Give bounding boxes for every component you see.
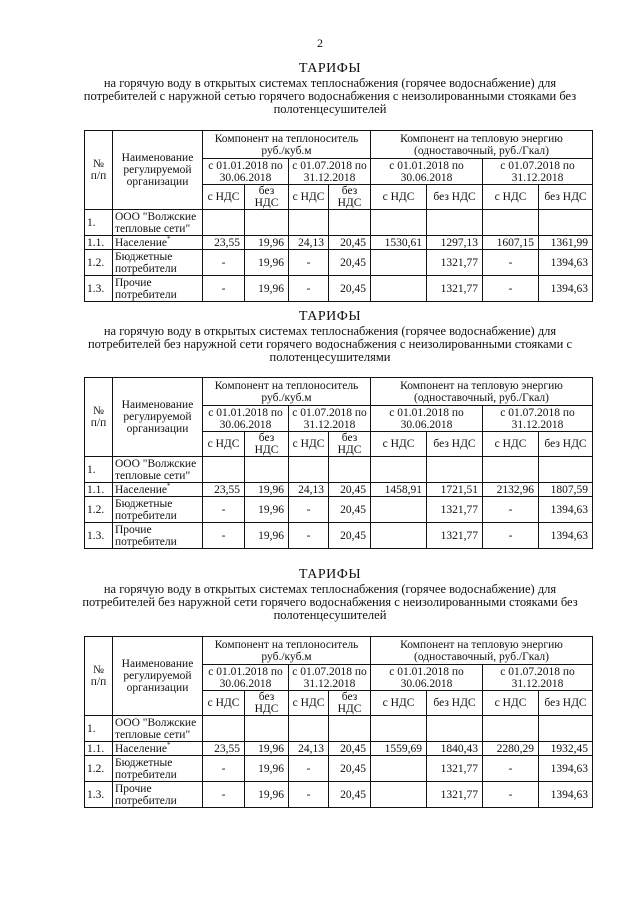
header-period: с 01.07.2018 по 31.12.2018 [289,159,371,185]
footnote-mark: * [167,482,171,490]
value-cell: 19,96 [245,756,289,782]
row-name-text: Бюджетные потребители [115,250,177,275]
value-cell [539,716,593,742]
table-row [85,523,593,549]
row-name [113,457,203,483]
header-energy: Компонент на тепловую энергию (одноставочный, руб./Гкал) [371,637,593,665]
value-cell: - [289,250,329,276]
header-period: с 01.07.2018 по 31.12.2018 [289,406,371,432]
value-cell: - [483,756,539,782]
header-without-vat: без НДС [539,432,593,457]
value-cell: 23,55 [203,483,245,497]
value-cell: 20,45 [329,497,371,523]
value-cell: 1321,77 [427,782,483,808]
header-energy: Компонент на тепловую энергию (одноставочный, руб./Гкал) [371,378,593,406]
value-cell: 20,45 [329,236,371,250]
value-cell [203,457,245,483]
header-period: с 01.01.2018 по 30.06.2018 [203,406,289,432]
value-cell: - [203,523,245,549]
header-without-vat: без НДС [329,691,371,716]
header-with-vat: с НДС [203,691,245,716]
table-row [85,236,593,250]
value-cell: 19,96 [245,276,289,302]
value-cell: - [289,782,329,808]
section-subtitle: на горячую воду в открытых системах теплоснабжения (горячее водоснабжение) для потребителей без наружной сети горячего водоснабжения с неизолированными стояками с полотенцесушителями [87,324,573,364]
header-period: с 01.01.2018 по 30.06.2018 [371,159,483,185]
value-cell: 1361,99 [539,236,593,250]
header-without-vat: без НДС [427,432,483,457]
value-cell: - [203,782,245,808]
value-cell: - [289,497,329,523]
header-without-vat: без НДС [245,185,289,210]
row-name [113,250,203,276]
value-cell: 19,96 [245,497,289,523]
header-period: с 01.07.2018 по 31.12.2018 [289,665,371,691]
header-row [85,378,593,406]
value-cell [203,716,245,742]
row-name [113,782,203,808]
section-subtitle: на горячую воду в открытых системах теплоснабжения (горячее водоснабжение) для потребителей без наружной сети горячего водоснабжения с неизолированными стояками без полотенцесушителей [82,582,578,622]
value-cell: 1458,91 [371,483,427,497]
section-heading [80,568,580,622]
value-cell [427,457,483,483]
table-row [85,497,593,523]
header-row [85,637,593,665]
value-cell: 1721,51 [427,483,483,497]
footnote-mark: * [167,235,171,243]
table-row [85,210,593,236]
value-cell [371,716,427,742]
value-cell [427,716,483,742]
table-row [85,756,593,782]
value-cell: - [203,250,245,276]
row-name-text: ООО "Волжские тепловые сети" [115,457,197,482]
value-cell: 20,45 [329,483,371,497]
value-cell: 20,45 [329,742,371,756]
value-cell [539,210,593,236]
section-heading [80,310,580,364]
row-name-text: ООО "Волжские тепловые сети" [115,716,197,741]
value-cell: - [203,497,245,523]
value-cell [245,457,289,483]
value-cell: - [483,782,539,808]
header-num: № п/п [85,131,113,210]
header-with-vat: с НДС [203,185,245,210]
value-cell: 1840,43 [427,742,483,756]
value-cell [203,210,245,236]
header-with-vat: с НДС [289,432,329,457]
header-row [85,131,593,159]
header-org: Наименование регулируемой организации [113,131,203,210]
value-cell: 2132,96 [483,483,539,497]
row-name [113,497,203,523]
value-cell: 1321,77 [427,756,483,782]
value-cell: 23,55 [203,742,245,756]
row-name-text: Прочие потребители [115,276,177,301]
row-number: 1.2. [85,250,113,276]
table-row [85,716,593,742]
row-name-text: ООО "Волжские тепловые сети" [115,210,197,235]
header-without-vat: без НДС [539,185,593,210]
value-cell: - [289,276,329,302]
row-name-text: Прочие потребители [115,523,177,548]
value-cell: 20,45 [329,250,371,276]
value-cell: 19,96 [245,483,289,497]
value-cell: 1530,61 [371,236,427,250]
value-cell: 1297,13 [427,236,483,250]
header-period: с 01.01.2018 по 30.06.2018 [203,159,289,185]
header-period: с 01.01.2018 по 30.06.2018 [203,665,289,691]
value-cell: 19,96 [245,236,289,250]
table-row [85,782,593,808]
value-cell [539,457,593,483]
header-without-vat: без НДС [329,432,371,457]
header-with-vat: с НДС [483,691,539,716]
tariff-table [84,130,593,302]
header-energy: Компонент на тепловую энергию (одноставочный, руб./Гкал) [371,131,593,159]
value-cell [329,716,371,742]
header-without-vat: без НДС [329,185,371,210]
header-carrier: Компонент на теплоноситель руб./куб.м [203,378,371,406]
value-cell [371,523,427,549]
row-number: 1.3. [85,276,113,302]
value-cell: 1394,63 [539,497,593,523]
header-with-vat: с НДС [483,432,539,457]
value-cell: 1321,77 [427,276,483,302]
value-cell: 23,55 [203,236,245,250]
table-row [85,250,593,276]
table-row [85,457,593,483]
header-period: с 01.07.2018 по 31.12.2018 [483,665,593,691]
value-cell: - [483,497,539,523]
value-cell [371,497,427,523]
row-number: 1.1. [85,236,113,250]
row-number: 1. [85,210,113,236]
header-period: с 01.07.2018 по 31.12.2018 [483,159,593,185]
row-number: 1. [85,457,113,483]
row-name-text: Бюджетные потребители [115,497,177,522]
header-with-vat: с НДС [203,432,245,457]
value-cell: 20,45 [329,523,371,549]
table-row [85,742,593,756]
value-cell [427,210,483,236]
value-cell: 24,13 [289,742,329,756]
value-cell [483,210,539,236]
section-title: ТАРИФЫ [298,309,362,324]
value-cell: 1394,63 [539,523,593,549]
row-name [113,742,203,756]
header-carrier: Компонент на теплоноситель руб./куб.м [203,131,371,159]
value-cell: 1932,45 [539,742,593,756]
value-cell: - [483,523,539,549]
row-number: 1.3. [85,523,113,549]
row-name-text: Население [115,742,168,755]
value-cell: 24,13 [289,483,329,497]
tariff-table [84,377,593,549]
value-cell: 2280,29 [483,742,539,756]
value-cell: 1807,59 [539,483,593,497]
table-row [85,276,593,302]
row-number: 1.1. [85,483,113,497]
header-with-vat: с НДС [289,185,329,210]
header-num: № п/п [85,378,113,457]
header-without-vat: без НДС [427,185,483,210]
header-org: Наименование регулируемой организации [113,378,203,457]
header-with-vat: с НДС [483,185,539,210]
value-cell: 1394,63 [539,250,593,276]
value-cell: 1321,77 [427,523,483,549]
value-cell [371,210,427,236]
value-cell: 19,96 [245,782,289,808]
section-title: ТАРИФЫ [298,567,362,582]
value-cell [289,210,329,236]
row-number: 1.2. [85,497,113,523]
value-cell: 20,45 [329,782,371,808]
row-name [113,716,203,742]
row-name [113,756,203,782]
row-number: 1.1. [85,742,113,756]
header-without-vat: без НДС [539,691,593,716]
value-cell: 1321,77 [427,250,483,276]
value-cell [371,756,427,782]
header-carrier: Компонент на теплоноситель руб./куб.м [203,637,371,665]
value-cell [371,457,427,483]
value-cell [329,457,371,483]
header-with-vat: с НДС [371,185,427,210]
value-cell [483,716,539,742]
value-cell: 1394,63 [539,782,593,808]
value-cell: 1394,63 [539,276,593,302]
table-row [85,483,593,497]
row-name [113,276,203,302]
value-cell [371,276,427,302]
value-cell [371,782,427,808]
row-number: 1.3. [85,782,113,808]
value-cell: - [203,756,245,782]
row-name [113,483,203,497]
value-cell: - [203,276,245,302]
value-cell: 19,96 [245,742,289,756]
value-cell: - [483,250,539,276]
row-name-text: Бюджетные потребители [115,756,177,781]
value-cell: 20,45 [329,276,371,302]
header-period: с 01.07.2018 по 31.12.2018 [483,406,593,432]
row-number: 1.2. [85,756,113,782]
value-cell [289,716,329,742]
header-period: с 01.01.2018 по 30.06.2018 [371,665,483,691]
header-without-vat: без НДС [245,691,289,716]
value-cell: 19,96 [245,250,289,276]
row-name [113,236,203,250]
section-subtitle: на горячую воду в открытых системах теплоснабжения (горячее водоснабжение) для потребителей с наружной сетью горячего водоснабжения с неизолированными стояками без полотенцесушителей [83,76,577,116]
section-heading [80,62,580,116]
value-cell [329,210,371,236]
value-cell: - [483,276,539,302]
value-cell [289,457,329,483]
value-cell [483,457,539,483]
page-number: 2 [317,36,323,50]
value-cell [371,250,427,276]
header-without-vat: без НДС [245,432,289,457]
header-org: Наименование регулируемой организации [113,637,203,716]
row-name-text: Население [115,483,168,496]
header-with-vat: с НДС [371,432,427,457]
value-cell: 19,96 [245,523,289,549]
header-with-vat: с НДС [289,691,329,716]
value-cell: 1607,15 [483,236,539,250]
header-without-vat: без НДС [427,691,483,716]
tariff-table [84,636,593,808]
value-cell [245,716,289,742]
header-period: с 01.01.2018 по 30.06.2018 [371,406,483,432]
value-cell: - [289,756,329,782]
value-cell: 1394,63 [539,756,593,782]
row-name-text: Прочие потребители [115,782,177,807]
footnote-mark: * [167,741,171,749]
section-title: ТАРИФЫ [298,61,362,76]
value-cell: 1559,69 [371,742,427,756]
header-num: № п/п [85,637,113,716]
value-cell: 24,13 [289,236,329,250]
row-name [113,210,203,236]
value-cell: 20,45 [329,756,371,782]
value-cell: 1321,77 [427,497,483,523]
row-name [113,523,203,549]
row-name-text: Население [115,236,168,249]
row-number: 1. [85,716,113,742]
header-with-vat: с НДС [371,691,427,716]
value-cell [245,210,289,236]
value-cell: - [289,523,329,549]
